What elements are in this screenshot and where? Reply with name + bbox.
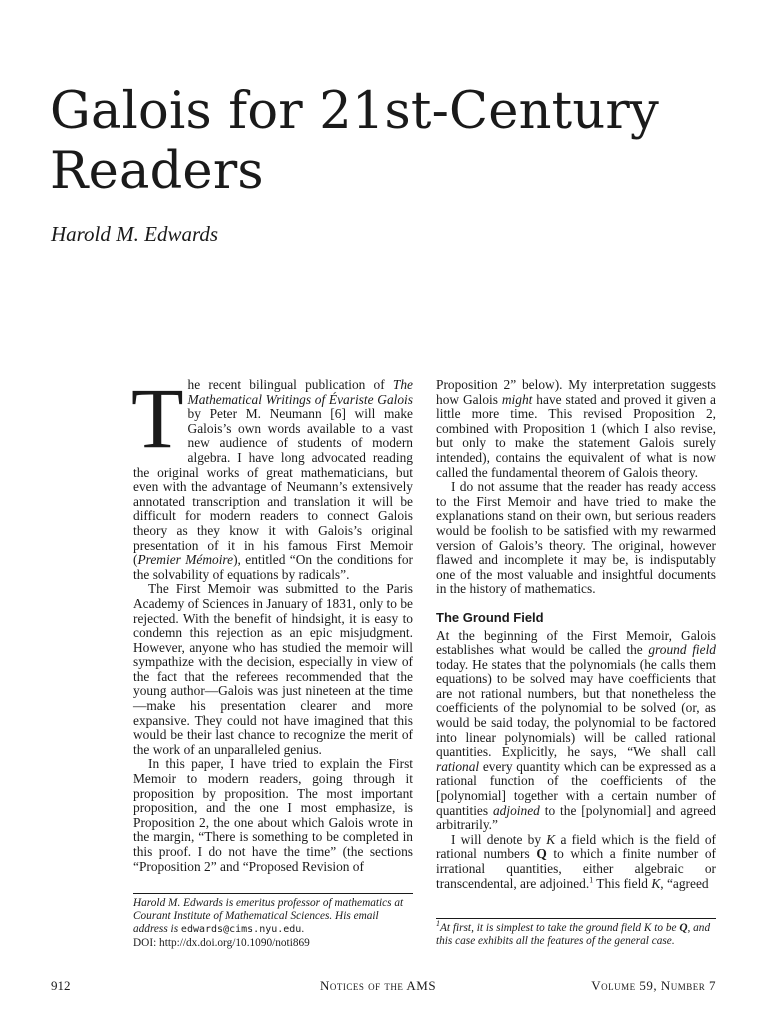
right-column <box>436 378 716 891</box>
text-run: K <box>546 831 556 847</box>
text-run: Q <box>679 922 688 934</box>
paragraph-ground-field <box>436 629 716 833</box>
author-bio <box>133 897 413 937</box>
author-bio-period: . <box>301 923 305 936</box>
text-run: ), entitled “On the conditions for the solvability of equations by radicals”. <box>133 552 413 582</box>
text-run: to which a finite number of irrational quantities, either algebraic or transcendental, are adjoined. <box>436 846 716 891</box>
text-run: by Peter M. Neumann [6] will make Galois’s own words available to a vast new audience of students of modern algebra. I have long advocated reading the original works of great mathematicians, but even with the advantage of Neumann’s extensively annotated transcription and translation it will be difficult for modern readers to connect Galois theory as they know it with Galois’s original presentation of it in his famous First Memoir ( <box>133 406 413 568</box>
left-column <box>131 370 413 874</box>
section-heading-ground-field: The Ground Field <box>436 609 544 625</box>
paragraph-access <box>436 480 716 597</box>
paragraph-field-k <box>436 833 716 891</box>
paragraph-continued <box>436 378 716 480</box>
text-run: to the [polynomial] and agreed arbitrarily.” <box>436 802 716 833</box>
text-run: rational <box>436 758 480 774</box>
text-run: K <box>651 875 661 891</box>
text-run: he recent bilingual publication of <box>187 377 393 392</box>
text-run: Premier Mémoire <box>137 552 234 568</box>
text-run: have stated and proved it given a little more time. This revised Proposition 2, combined with Proposition 1 (which I also revise, but only to make the statement Galois surely intended), contains the equivalent of what is now called the fundamental theorem of Galois theory. <box>436 391 716 480</box>
paragraph-submission <box>133 582 413 757</box>
footnote <box>436 918 716 948</box>
text-run: 1 <box>436 919 440 929</box>
text-run: I will denote by <box>451 831 547 847</box>
text-run: The Mathematical Writings of Évariste Galois <box>187 377 413 407</box>
text-run: I do not assume that the reader has ready access to the First Memoir and have tried to make the explanations stand on their own, but serious readers would be foolish to be satisfied with my rewarmed version of Galois’s theory. The original, however flawed and incomplete it may be, is indisputably one of the most valuable and insightful documents in the history of mathematics. <box>436 479 716 597</box>
title-line-1: Galois for 21st-Century <box>50 82 660 141</box>
text-run: , and this case exhibits all the features of the general case. <box>436 922 711 948</box>
text-run: Proposition 2” below). My interpretation suggests how Galois <box>436 377 716 407</box>
page-number: 912 <box>51 978 71 993</box>
text-run: might <box>501 391 533 407</box>
text-run: In this paper, I have tried to explain the First Memoir to modern readers, going through it proposition by proposition. The most important proposition, and the one I most emphasize, is Proposition 2, the one about which Galois wrote in the margin, “There is something to be completed in this proof. I do not have the time” (the sections “Proposition 2” and “Proposed Revision of <box>133 756 413 874</box>
paragraph-intro <box>131 370 413 582</box>
volume-number: Volume 59, Number 7 <box>591 978 716 993</box>
doi-line[interactable]: DOI: http://dx.doi.org/10.1090/noti869 <box>133 936 310 949</box>
journal-name: Notices of the AMS <box>320 978 437 993</box>
author-email-link[interactable]: edwards@cims.nyu.edu <box>180 924 302 936</box>
paragraph-this-paper <box>133 757 413 874</box>
author-note <box>133 893 413 950</box>
author-bio-text: Harold M. Edwards is emeritus professor of mathematics at Courant Institute of Mathematical Sciences. His email address is <box>133 897 404 936</box>
text-run: adjoined <box>492 802 540 818</box>
text-run: 1 <box>589 875 594 885</box>
text-run: ground field <box>648 642 716 658</box>
author-name: Harold M. Edwards <box>51 222 219 246</box>
text-run: a field which is the field of rational numbers <box>436 831 717 862</box>
text-run: today. He states that the polynomials (he calls them equations) to be solved may have coefficients that are not rational numbers, but that nonetheless the coefficients of the polynomial to be solved (or, as would be said today, the polynomial to be factored into linear polynomials) will be called rational quantities. Explicitly, he says, “We shall call <box>436 656 716 760</box>
text-run: This field <box>593 875 652 891</box>
text-run: At the beginning of the First Memoir, Galois establishes what would be called the <box>436 627 716 658</box>
title-line-2: Readers <box>50 142 264 201</box>
article-title <box>50 82 659 202</box>
text-run: The First Memoir was submitted to the Paris Academy of Sciences in January of 1831, only to be rejected. With the benefit of hindsight, it is easy to condemn this rejection as an epic misjudgment. However, anyone who has studied the memoir will sympathize with the decision, especially in view of the fact that the referees recommended that the young author—Galois was just nineteen at the time—make his presentation clearer and more expansive. They could not have imagined that this would be their last chance to recognize the merit of the work of an unparalleled genius. <box>133 581 413 757</box>
text-run: At first, it is simplest to take the ground field K to be <box>440 922 680 934</box>
text-run: Q <box>536 846 547 862</box>
text-run: every quantity which can be expressed as a rational function of the coefficients of the [polynomial] together with a certain number of quantities <box>436 758 716 818</box>
drop-cap: T <box>131 370 184 466</box>
text-run: , “agreed <box>660 875 709 891</box>
